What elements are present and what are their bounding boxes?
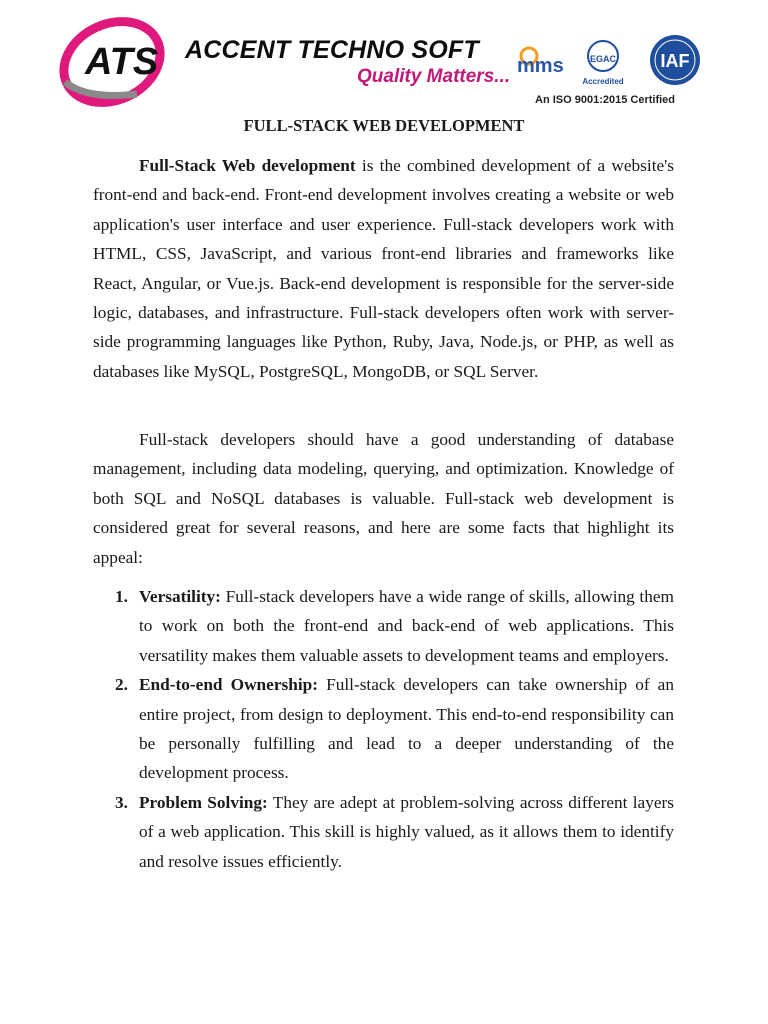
svg-text:EGAC: EGAC [589, 54, 617, 64]
list-item [93, 670, 674, 788]
intro-body: is the combined development of a website's front-end and back-end. Front-end development involves creating a website or web application's user interface and user experience. Full-stack developers work with HTML, CSS, JavaScript, and various front-end libraries and frameworks like React, Angular, or Vue.js. Back-end development is responsible for the server-side logic, databases, and infrastructure. Full-stack developers often work with server-side programming languages like Python, Ruby, Java, Node.js, or PHP, as well as databases like MySQL, PostgreSQL, MongoDB, or SQL Server. [93, 156, 675, 381]
letterhead [57, 12, 711, 109]
second-paragraph: Full-stack developers should have a good understanding of database management, including data modeling, querying, and optimization. Knowledge of both SQL and NoSQL databases is valuable. Full-stack web development is considered great for several reasons, and here are some facts that highlight its appeal: [93, 430, 674, 567]
list-item [93, 582, 674, 670]
tagline: Quality Matters... [357, 66, 511, 87]
document-title: FULL-STACK WEB DEVELOPMENT [243, 116, 525, 135]
svg-text:IAF: IAF [660, 51, 690, 71]
intro-paragraph [93, 151, 674, 386]
list-number: 1. [115, 587, 128, 606]
ats-logo [57, 12, 179, 109]
mms-logo [517, 48, 564, 77]
fact-text: Full-stack developers have a wide range of skills, allowing them to work on both the front-end and back-end of web applications. This versatility makes them valuable assets to development teams and employers. [139, 587, 674, 665]
company-name: ACCENT TECHNO SOFT [185, 36, 479, 64]
fact-term: Versatility: [139, 587, 221, 606]
iaf-logo [650, 35, 700, 85]
egac-logo [582, 41, 623, 86]
fact-term: End-to-end Ownership: [139, 675, 319, 695]
list-number: 3. [115, 792, 128, 812]
svg-text:mms: mms [517, 55, 564, 77]
iso-certification-text: An ISO 9001:2015 Certified [535, 94, 676, 106]
fact-term: Problem Solving: [139, 792, 268, 812]
list-item [93, 788, 674, 876]
list-number: 2. [115, 675, 128, 695]
logo-text: ATS [85, 41, 159, 83]
svg-text:Accredited: Accredited [582, 77, 624, 86]
fact-text: They are adept at problem-solving across different layers of a web application. This skill is highly valued, as it allows them to identify and resolve issues efficiently. [139, 792, 675, 871]
certification-logos [515, 34, 711, 98]
intro-lead: Full-Stack Web development [139, 156, 356, 175]
facts-list [93, 582, 674, 876]
fact-text: Full-stack developers can take ownership of an entire project, from design to deployment. This end-to-end responsibility can be personally fulfilling and lead to a deeper understanding of the development process. [139, 675, 674, 783]
